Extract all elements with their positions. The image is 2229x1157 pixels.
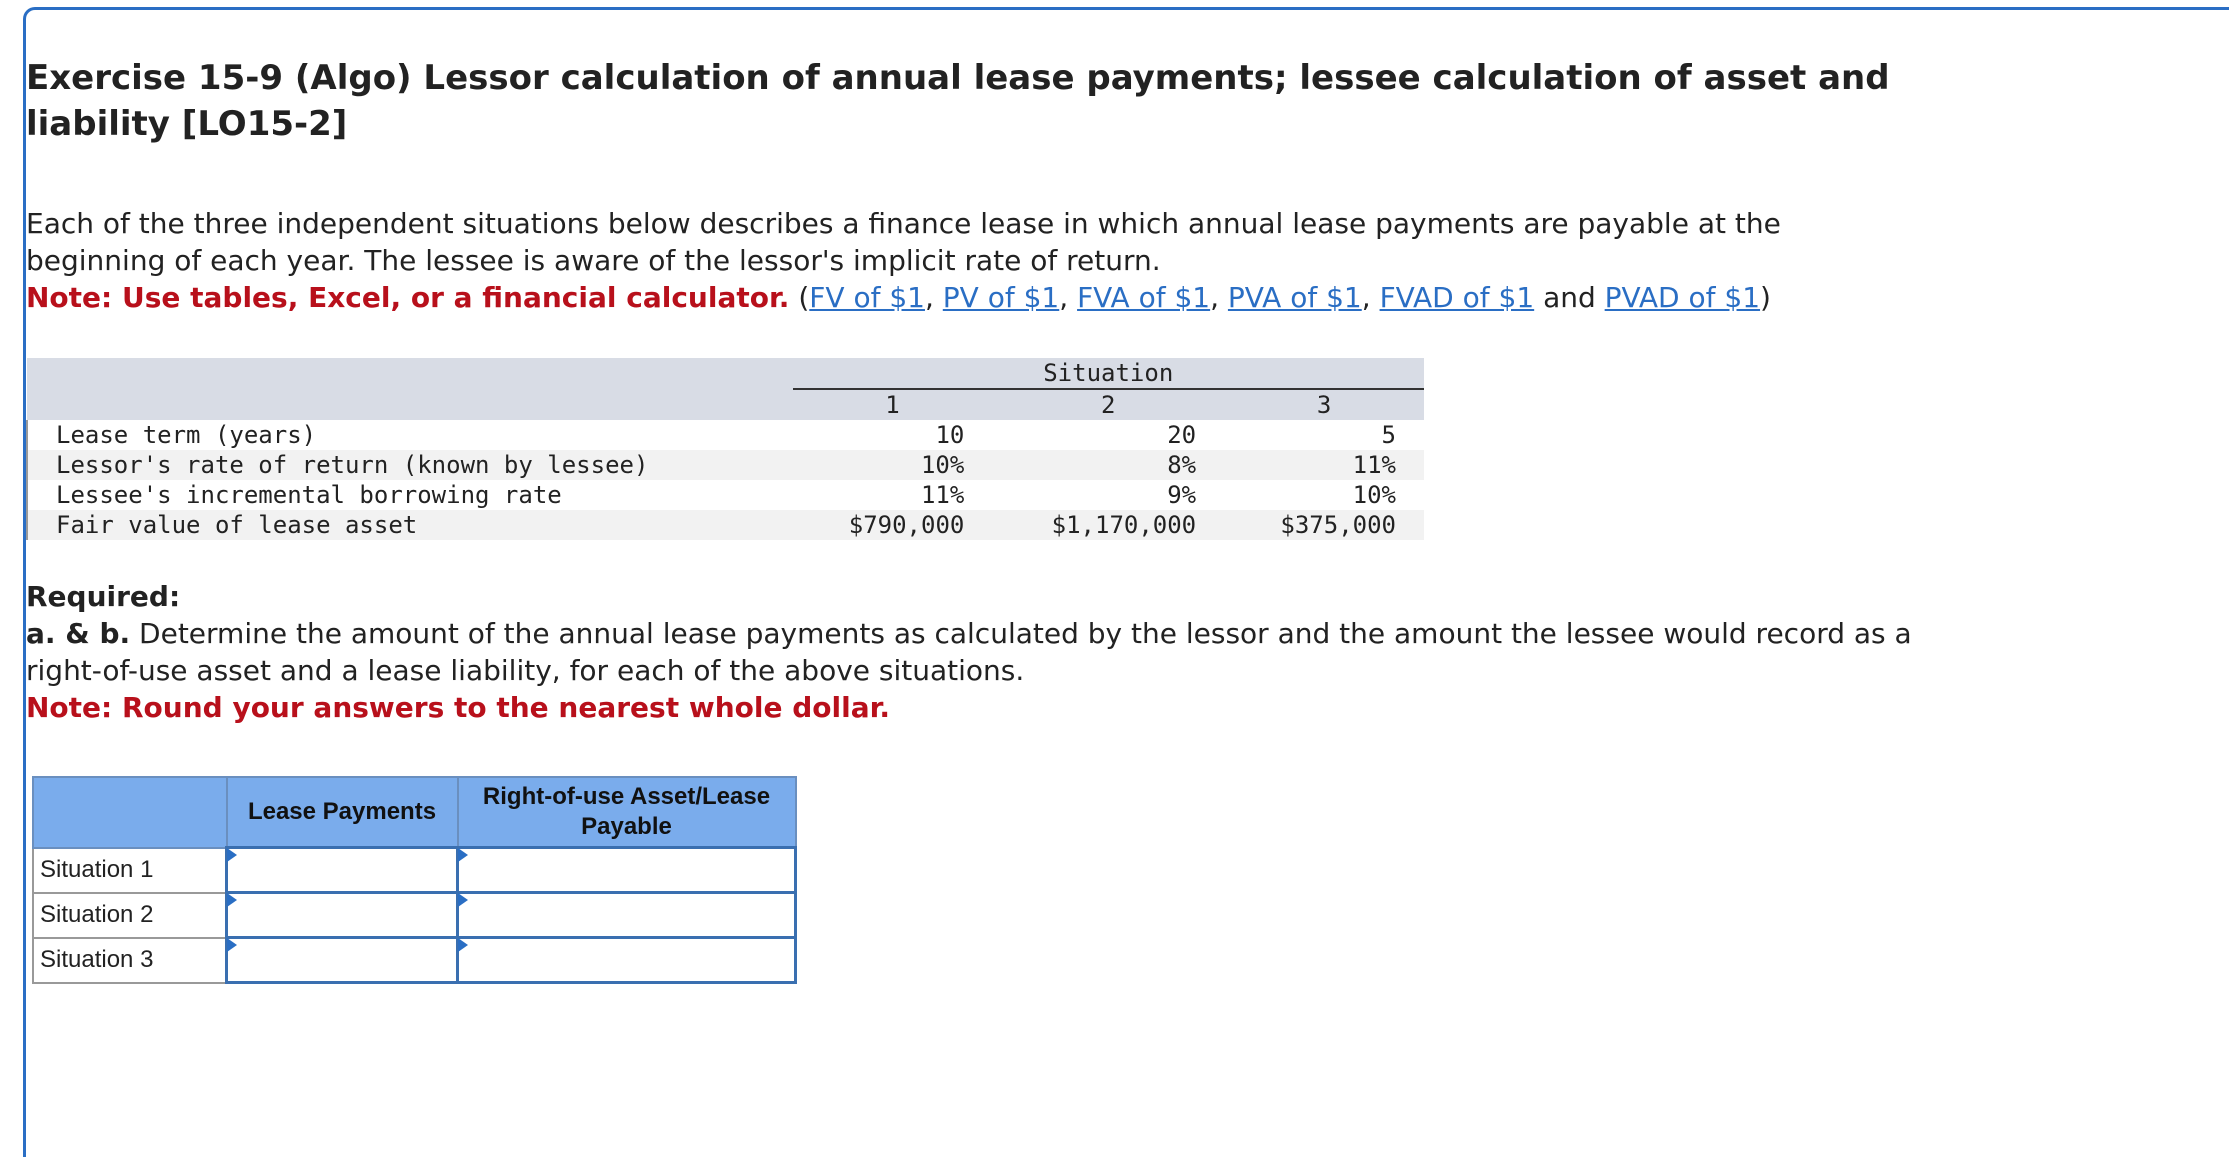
required-instructions: a. & b. Determine the amount of the annual lease payments as calculated by the lessor and the amount the lessee would record as a right-of-use asset and a lease liability, for each of the above situations. — [26, 617, 1912, 687]
situation-1-lease-payments-cell[interactable] — [227, 848, 458, 893]
situation-3-lease-payments-input[interactable] — [228, 941, 456, 979]
corner-header — [33, 777, 227, 848]
situation-columns-row — [27, 389, 1424, 420]
intro-paragraph: Each of the three independent situations below describes a finance lease in which annual lease payments are payable at the beginning of each year. The lessee is aware of the lessor's implicit rate of return. — [26, 207, 1781, 277]
answer-row-situation-2 — [33, 893, 796, 938]
situation-2-rou-asset-cell[interactable] — [458, 893, 796, 938]
column-situation-2: 2 — [1101, 391, 1116, 419]
input-flag-icon — [227, 938, 237, 952]
cell-value: 10 — [935, 421, 965, 449]
link-pva[interactable]: PVA of $1 — [1227, 281, 1362, 314]
table-row — [27, 420, 1424, 450]
situation-2-lease-payments-input[interactable] — [228, 896, 456, 934]
tables-note: Note: Use tables, Excel, or a financial calculator. — [26, 281, 790, 314]
situation-1-rou-asset-input[interactable] — [459, 851, 794, 889]
answer-row-situation-3 — [33, 938, 796, 983]
page-title: Exercise 15-9 (Algo) Lessor calculation of annual lease payments; lessee calculation of asset and liability [LO15-2] — [26, 58, 1890, 144]
table-row — [27, 450, 1424, 480]
answer-row-situation-1 — [33, 848, 796, 893]
cell-value: 10% — [920, 451, 965, 479]
lease-payments-header: Lease Payments — [227, 777, 458, 848]
column-situation-1: 1 — [885, 391, 900, 419]
row-label: Fair value of lease asset — [27, 510, 793, 540]
cell-value: 10% — [1352, 481, 1396, 509]
column-situation-3: 3 — [1316, 391, 1332, 419]
link-fva[interactable]: FVA of $1 — [1077, 281, 1211, 314]
rou-asset-header: Right-of-use Asset/Lease Payable — [458, 777, 796, 848]
situations-data-table — [26, 358, 1424, 540]
link-fv[interactable]: FV of $1 — [809, 281, 925, 314]
rounding-note: Note: Round your answers to the nearest whole dollar. — [26, 691, 891, 724]
table-row — [27, 510, 1424, 540]
input-flag-icon — [458, 848, 468, 862]
situation-3-rou-asset-input[interactable] — [459, 941, 794, 979]
input-flag-icon — [458, 893, 468, 907]
input-flag-icon — [227, 893, 237, 907]
situation-group-row — [27, 358, 1424, 389]
table-row — [27, 480, 1424, 510]
answer-table — [32, 776, 797, 984]
situation-header: Situation — [793, 358, 1424, 389]
row-label: Lessor's rate of return (known by lessee) — [27, 450, 793, 480]
input-flag-icon — [227, 848, 237, 862]
answer-header-row — [33, 777, 796, 848]
intro-section — [26, 205, 1876, 316]
cell-value: $375,000 — [1280, 511, 1396, 539]
table-links: (FV of $1, PV of $1, FVA of $1, PVA of $1, FVAD of $1 and PVAD of $1) — [798, 281, 1771, 314]
link-fvad[interactable]: FVAD of $1 — [1379, 281, 1535, 314]
row-label: Lessee's incremental borrowing rate — [27, 480, 793, 510]
situation-2-lease-payments-cell[interactable] — [227, 893, 458, 938]
situation-2-label: Situation 2 — [33, 893, 227, 938]
link-pv[interactable]: PV of $1 — [942, 281, 1060, 314]
situation-3-rou-asset-cell[interactable] — [458, 938, 796, 983]
cell-value: 8% — [1167, 451, 1197, 479]
cell-value: 20 — [1167, 421, 1197, 449]
cell-value: 9% — [1167, 481, 1197, 509]
situation-1-lease-payments-input[interactable] — [228, 851, 456, 889]
cell-value: 11% — [920, 481, 965, 509]
input-flag-icon — [458, 938, 468, 952]
required-section — [26, 578, 1926, 726]
ab-label: a. & b. — [26, 617, 131, 650]
row-label: Lease term (years) — [27, 420, 793, 450]
cell-value: $1,170,000 — [1051, 511, 1197, 539]
situation-1-rou-asset-cell[interactable] — [458, 848, 796, 893]
cell-value: $790,000 — [848, 511, 965, 539]
cell-value: 11% — [1352, 451, 1396, 479]
link-pvad[interactable]: PVAD of $1 — [1604, 281, 1761, 314]
situation-1-label: Situation 1 — [33, 848, 227, 893]
situation-3-lease-payments-cell[interactable] — [227, 938, 458, 983]
cell-value: 5 — [1381, 421, 1396, 449]
situation-3-label: Situation 3 — [33, 938, 227, 983]
note-line — [26, 279, 1876, 316]
situation-2-rou-asset-input[interactable] — [459, 896, 794, 934]
required-heading: Required: — [26, 580, 181, 613]
